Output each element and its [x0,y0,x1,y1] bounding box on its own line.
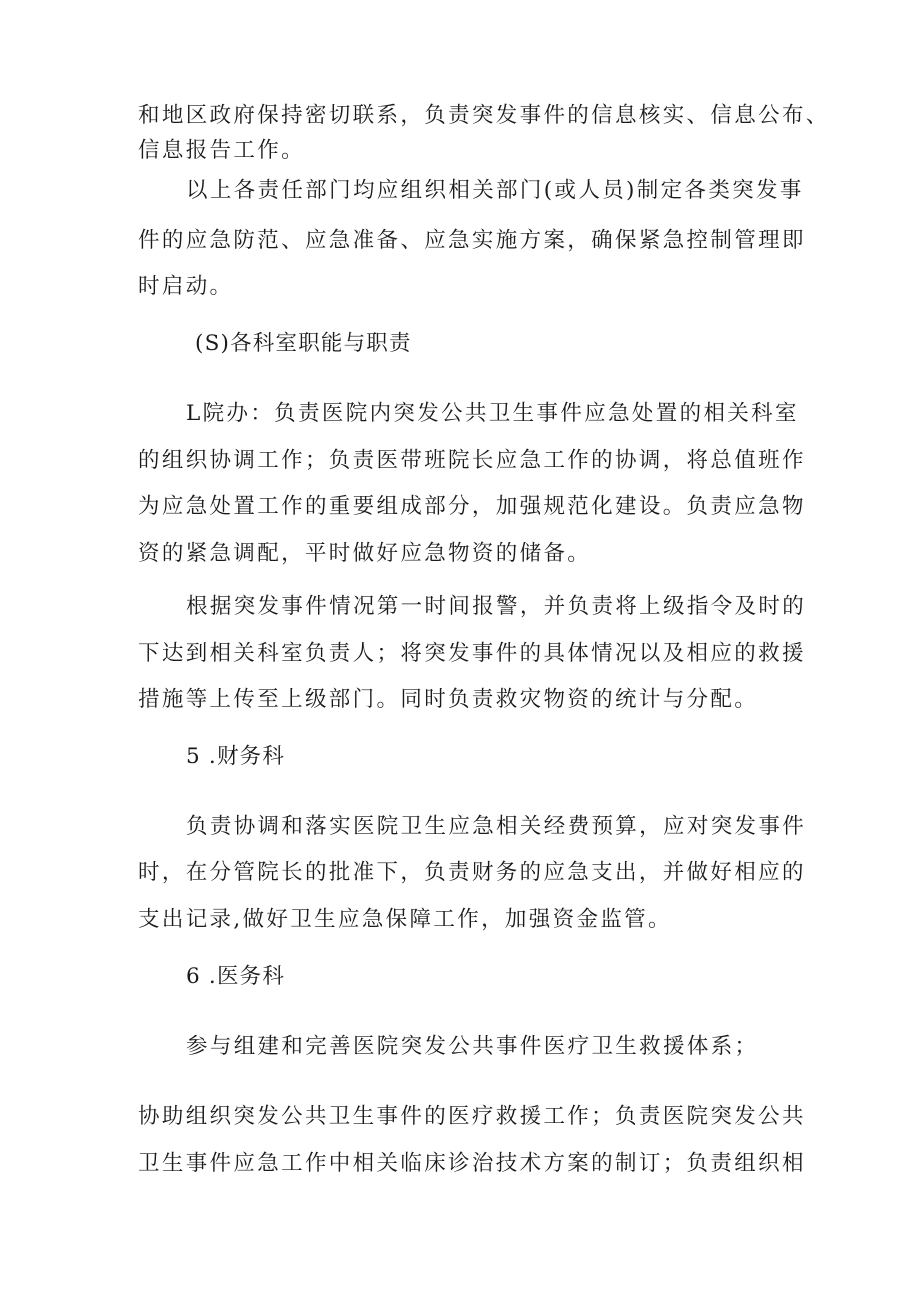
paragraph-line: 根据突发事件情况第一时间报警，并负责将上级指令及时的 [186,594,807,619]
paragraph-line: 负责协调和落实医院卫生应急相关经费预算，应对突发事件 [186,814,807,839]
section-heading: 5 .财务科 [186,744,286,769]
paragraph-line: 时启动。 [138,274,234,299]
paragraph-line: 措施等上传至上级部门。同时负责救灾物资的统计与分配。 [138,687,759,712]
paragraph-line: 支出记录,做好卫生应急保障工作，加强资金监管。 [138,907,672,932]
paragraph-line: 下达到相关科室负责人；将突发事件的具体情况以及相应的救援 [138,641,806,666]
paragraph-line: 以上各责任部门均应组织相关部门(或人员)制定各类突发事 [186,178,804,203]
paragraph-line: 为应急处置工作的重要组成部分，加强规范化建设。负责应急物 [138,494,806,519]
paragraph-line: 参与组建和完善医院突发公共事件医疗卫生救援体系； [186,1034,759,1059]
paragraph-line: 件的应急防范、应急准备、应急实施方案，确保紧急控制管理即 [138,228,806,253]
section-heading: 6 .医务科 [186,964,286,989]
paragraph-line: 协助组织突发公共卫生事件的医疗救援工作；负责医院突发公共 [138,1104,806,1129]
paragraph-line: 的组织协调工作；负责医带班院长应急工作的协调，将总值班作 [138,448,806,473]
paragraph-line: 资的紧急调配，平时做好应急物资的储备。 [138,541,592,566]
paragraph-line: 和地区政府保持密切联系，负责突发事件的信息核实、信息公布、 [138,103,830,128]
paragraph-line: 时，在分管院长的批准下，负责财务的应急支出，并做好相应的 [138,860,806,885]
paragraph-line: L院办：负责医院内突发公共卫生事件应急处置的相关科室 [186,401,799,426]
paragraph-line: 信息报告工作。 [138,138,305,163]
section-heading: (S)各科室职能与职责 [195,331,412,356]
paragraph-line: 卫生事件应急工作中相关临床诊治技术方案的制订；负责组织相 [138,1151,806,1176]
